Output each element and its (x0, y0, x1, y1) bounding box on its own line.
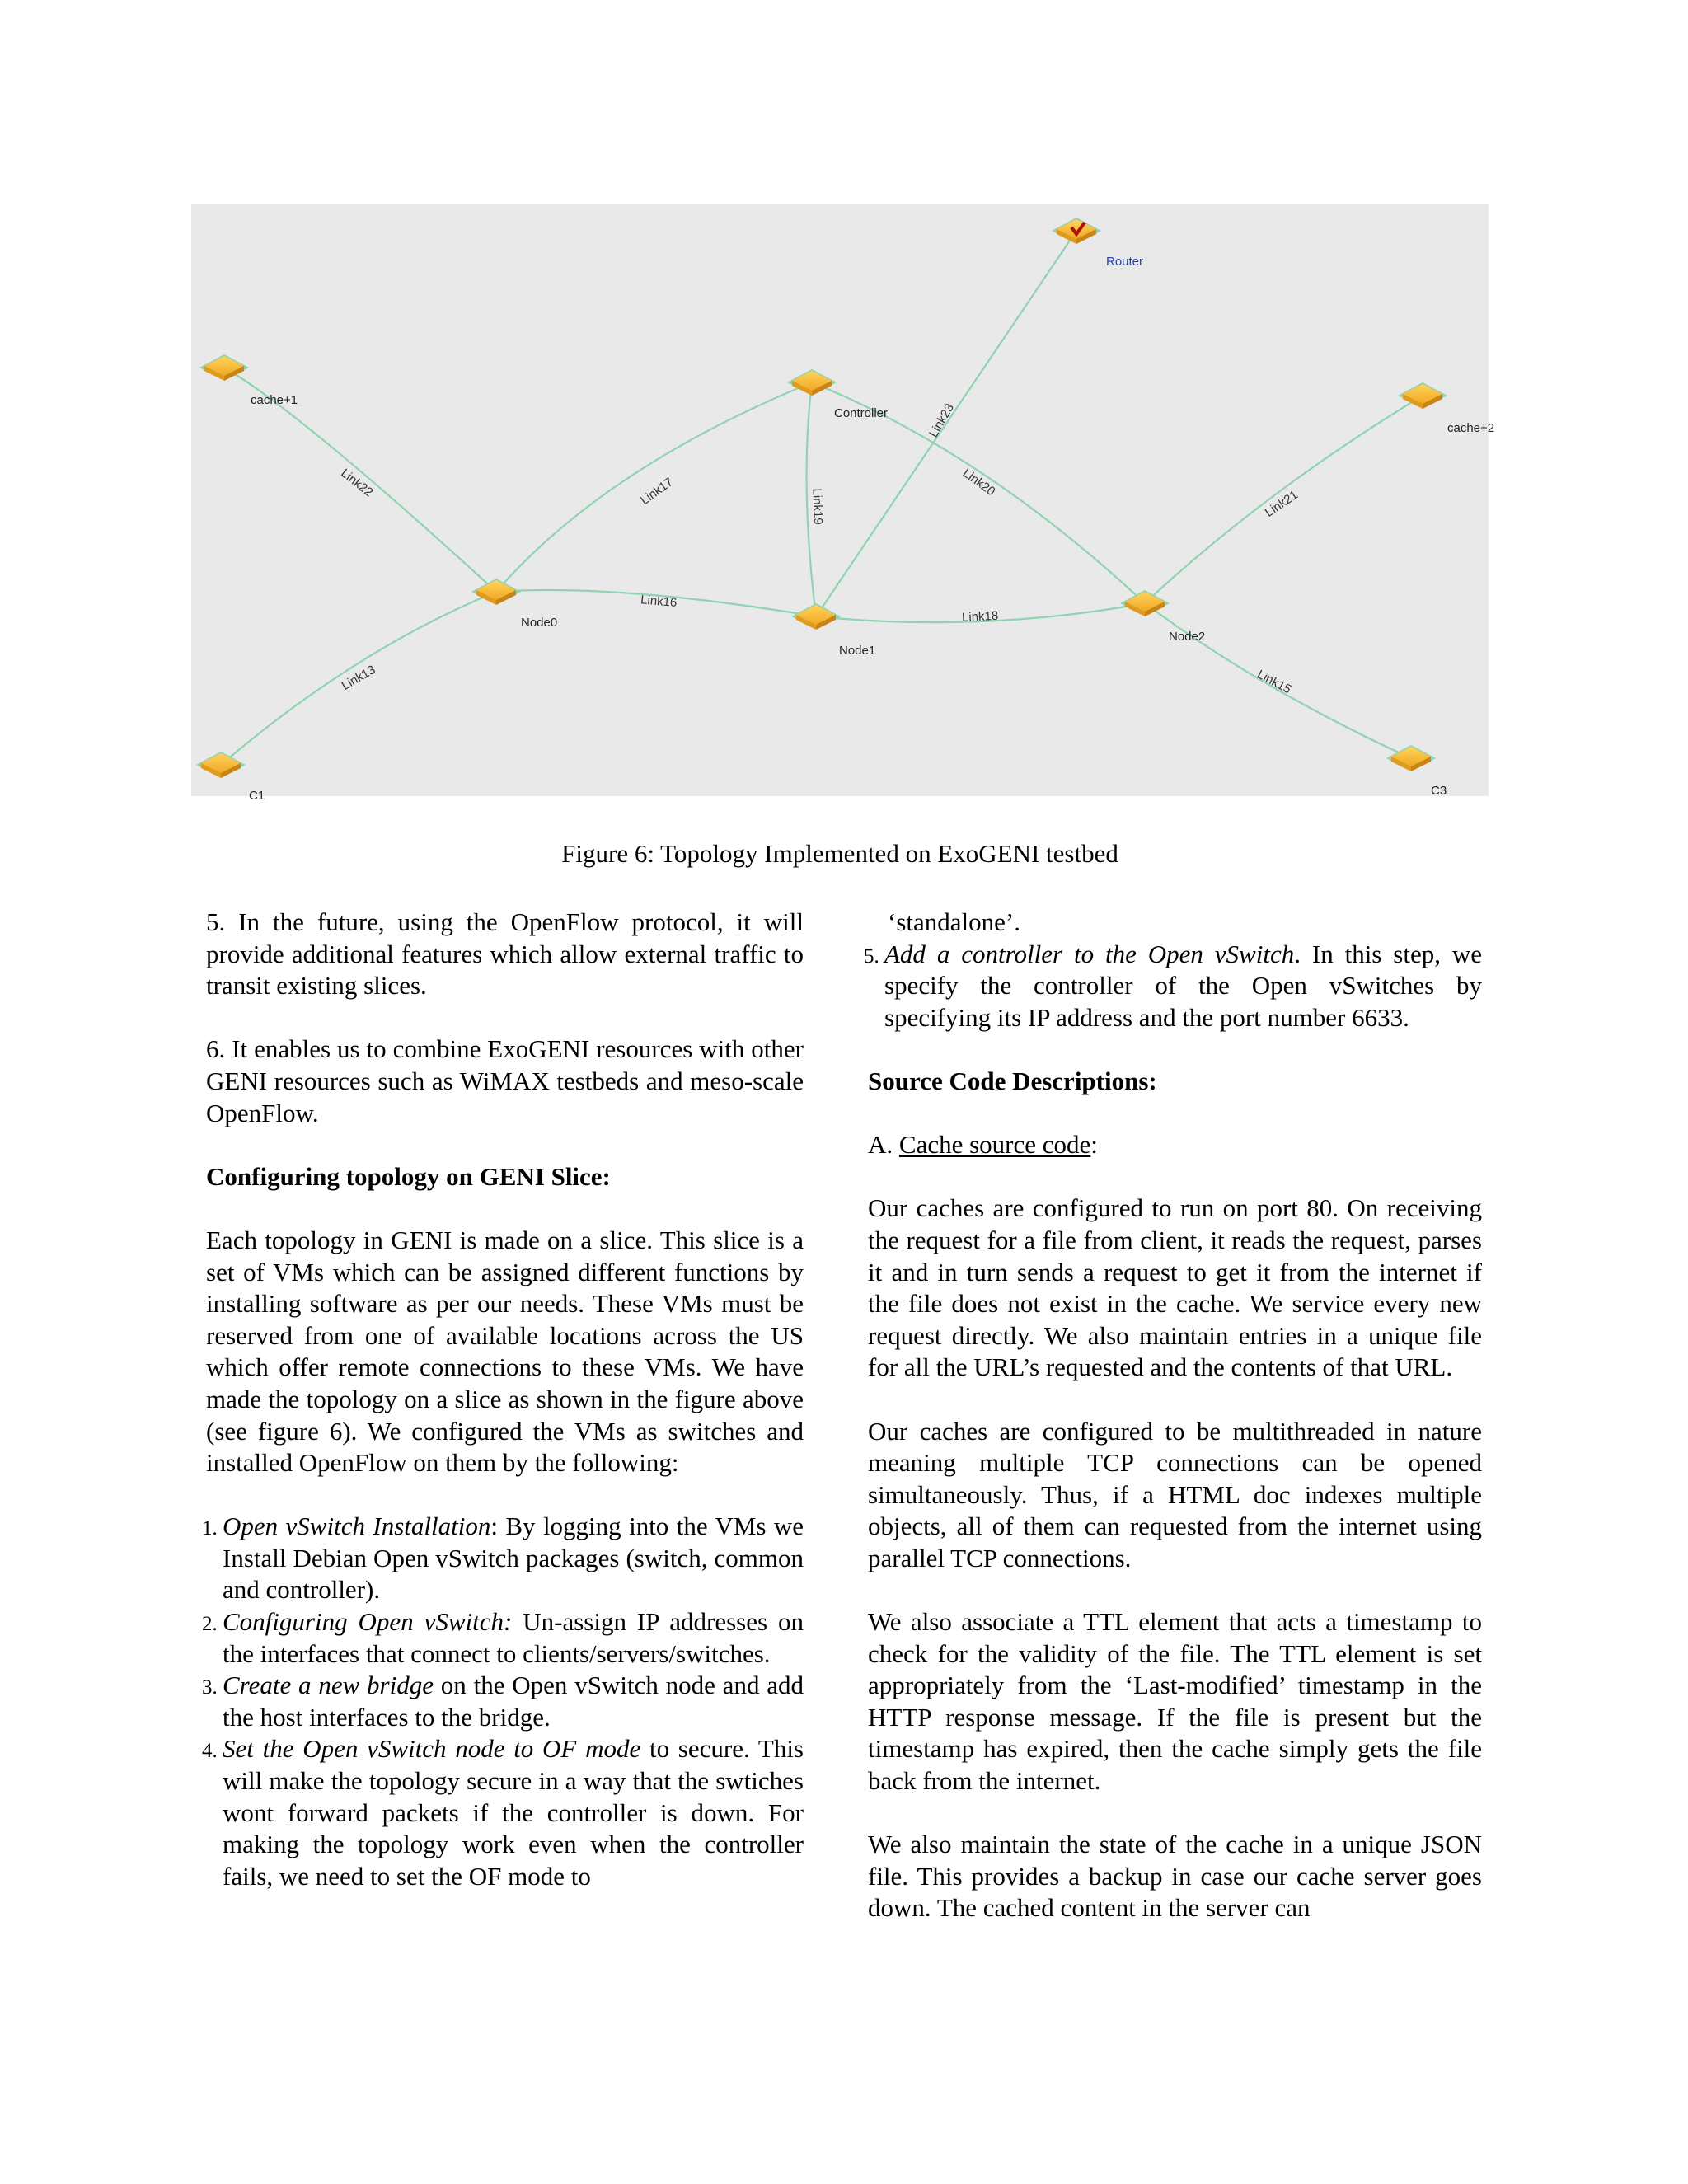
link16-label: Link16 (640, 593, 678, 611)
paragraph-cache-multithreaded: Our caches are configured to be multithreaded in nature meaning multiple TCP connections can be opened simultaneously. Thus, if a HTML doc indexes multiple objects, all of them can requested from the internet using parallel TCP connections. (868, 1416, 1482, 1572)
list-item (223, 1733, 804, 1892)
step-title: Create a new bridge (223, 1671, 434, 1700)
paragraph-feature-5: 5. In the future, using the OpenFlow protocol, it will provide additional features which allow external traffic to transit existing slices. (206, 907, 804, 1001)
link23-label: Link23 (926, 401, 957, 440)
subsection-suffix: : (1090, 1130, 1098, 1160)
paragraph-cache-state: We also maintain the state of the cache in a unique JSON file. This provides a backup in case our cache server goes down. The cached content in the server can (868, 1830, 1482, 1923)
section-heading-configuring: Configuring topology on GENI Slice: (206, 1161, 611, 1191)
right-column (868, 907, 1482, 1957)
paragraph-configuring-intro: Each topology in GENI is made on a slice. This slice is a set of VMs which can be assigned different functions by installing software as per our needs. These VMs must be reserved from one of available locations across the US which offer remote connections to these VMs. We have made the topology on a slice as shown in the figure above (see figure 6). We configured the VMs as switches and installed OpenFlow on them by the following: (206, 1225, 804, 1478)
link20-label: Link20 (959, 466, 998, 499)
link17-label: Link17 (638, 475, 676, 509)
cache1-label: cache+1 (251, 393, 298, 407)
step-text: : By logging into the VMs we Install Debian Open vSwitch packages (switch, common and controller). (223, 1511, 804, 1605)
node2-label: Node2 (1169, 630, 1206, 644)
list-item (884, 939, 1482, 1034)
configuration-steps-list (206, 1511, 804, 1892)
node0-node[interactable] (471, 579, 521, 605)
subsection-heading-cache (868, 1129, 1482, 1161)
c3-label: C3 (1431, 784, 1447, 798)
link19-label: Link19 (809, 488, 825, 525)
cache2-node[interactable] (1398, 382, 1447, 409)
configuration-steps-list-continued (868, 939, 1482, 1034)
step-text: . In this step, we specify the controller of the Open vSwitches by specifying its IP address and the port number 6633. (884, 939, 1483, 1032)
node1-label: Node1 (839, 644, 876, 658)
list-item (223, 1606, 804, 1670)
link13-label: Link13 (339, 663, 378, 693)
c1-label: C1 (249, 789, 265, 803)
node0-label: Node0 (521, 616, 558, 630)
node1-node[interactable] (791, 603, 841, 630)
paragraph-cache-ttl: We also associate a TTL element that acts a timestamp to check for the validity of the file. The TTL element is set appropriately from the ‘Last-modified’ timestamp in the HTTP response message. If the file is present but the timestamp has expired, then the cache simply gets the file back from the internet. (868, 1607, 1482, 1796)
list-item (223, 1511, 804, 1606)
list-item (223, 1670, 804, 1733)
controller-node[interactable] (787, 369, 837, 396)
link22-label: Link22 (338, 466, 376, 500)
left-column (206, 907, 804, 1892)
c1-node[interactable] (196, 752, 246, 778)
controller-label: Controller (834, 406, 889, 420)
paragraph-feature-6: 6. It enables us to combine ExoGENI resources with other GENI resources such as WiMAX testbeds and meso-scale OpenFlow. (206, 1034, 804, 1127)
step-text: to secure. This will make the topology secure in a way that the swtiches wont forward packets if the controller is down. For making the topology work even when the controller fails, we need to set the OF mode to (223, 1734, 804, 1891)
step-title: Add a controller to the Open vSwitch (884, 939, 1295, 968)
node2-node[interactable] (1120, 590, 1170, 616)
paragraph-cache-port: Our caches are configured to run on port 80. On receiving the request for a file from client, it reads the request, parses it and in turn sends a request to get it from the internet if the file does not exist in the cache. We service every new request directly. We also maintain entries in a unique file for all the URL’s requested and the contents of that URL. (868, 1193, 1482, 1382)
step-title: Configuring Open vSwitch: (223, 1607, 513, 1637)
step-text: on the Open vSwitch node and add the host interfaces to the bridge. (223, 1671, 804, 1732)
c3-node[interactable] (1386, 745, 1436, 771)
cache2-label: cache+2 (1447, 421, 1495, 435)
topology-figure (191, 204, 1495, 803)
link18-label: Link18 (961, 608, 999, 626)
step-title: Set the Open vSwitch node to OF mode (223, 1734, 641, 1764)
step-title: Open vSwitch Installation (223, 1511, 491, 1541)
link21-label: Link21 (1262, 487, 1301, 520)
figure-caption: Figure 6: Topology Implemented on ExoGENI testbed (561, 839, 1118, 868)
subsection-prefix: A. (868, 1130, 899, 1160)
section-heading-source-code: Source Code Descriptions: (868, 1066, 1157, 1095)
cache-source-code-link: Cache source code (898, 1130, 1091, 1160)
step-text: Un-assign IP addresses on the interfaces that connect to clients/servers/switches. (223, 1607, 804, 1668)
link15-label: Link15 (1254, 667, 1294, 697)
cache1-node[interactable] (199, 354, 249, 381)
topology-diagram (191, 204, 1495, 803)
step4-continuation: ‘standalone’. (888, 907, 1020, 936)
router-node[interactable] (1052, 218, 1101, 244)
router-label: Router (1106, 255, 1144, 269)
